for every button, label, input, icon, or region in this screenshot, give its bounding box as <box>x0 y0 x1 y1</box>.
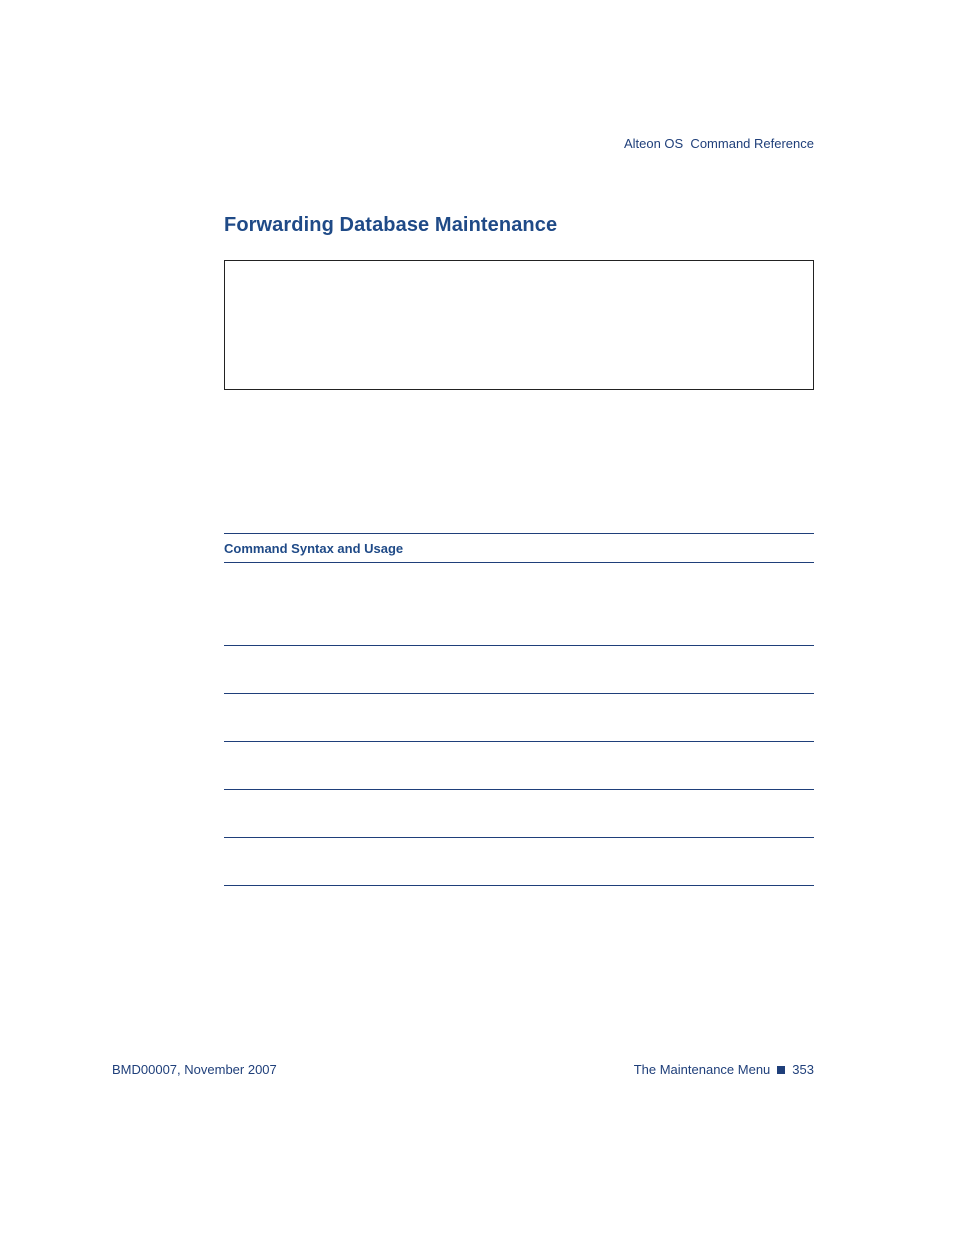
table-row <box>224 694 814 742</box>
menu-output-box <box>224 260 814 390</box>
section-title: Forwarding Database Maintenance <box>224 214 558 236</box>
running-header: Alteon OS Command Reference <box>623 136 814 151</box>
table-row <box>224 646 814 694</box>
footer-chapter-page <box>634 1062 814 1077</box>
table-header-row <box>224 533 814 563</box>
table-row <box>224 790 814 838</box>
table-row <box>224 563 814 646</box>
footer-doc-id: BMD00007, November 2007 <box>112 1062 277 1077</box>
command-table <box>224 533 814 886</box>
table-row <box>224 838 814 886</box>
table-row <box>224 742 814 790</box>
table-header-label: Command Syntax and Usage <box>224 540 404 556</box>
footer-page-number: 353 <box>792 1062 814 1077</box>
footer-chapter: The Maintenance Menu <box>633 1062 771 1077</box>
square-bullet-icon <box>777 1066 785 1074</box>
